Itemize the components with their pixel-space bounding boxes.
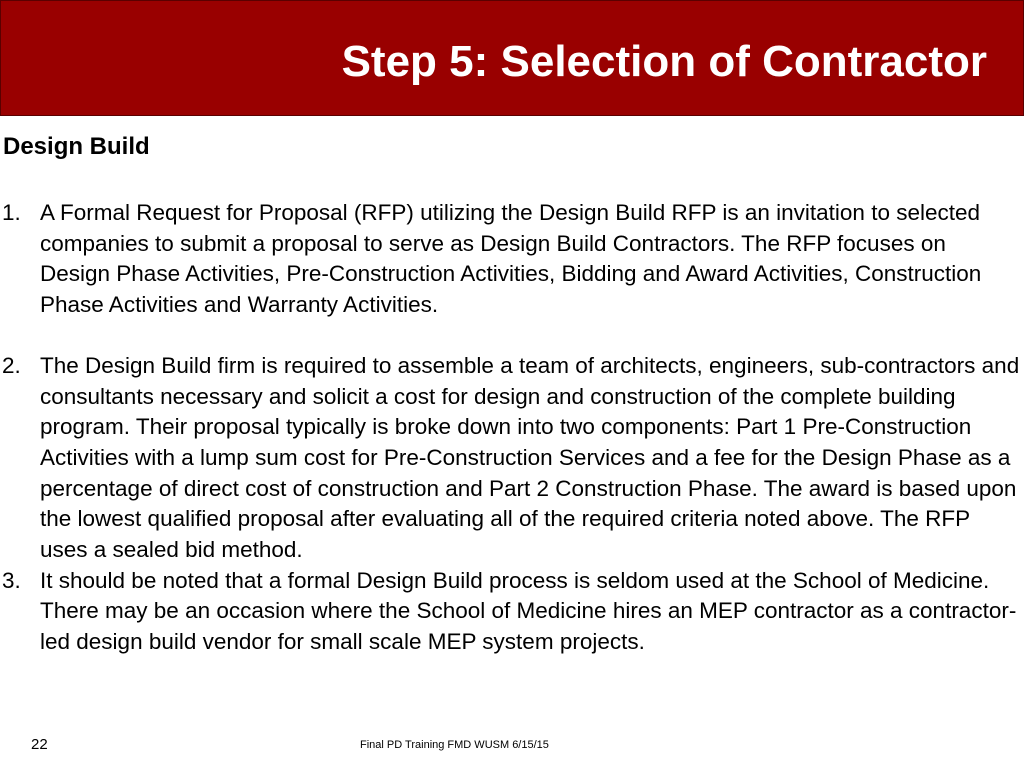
section-subtitle: Design Build — [3, 133, 150, 160]
list-item-text: A Formal Request for Proposal (RFP) utilizing the Design Build RFP is an invitation to selected companies to submit a proposal to serve as Design Build Contractors. The RFP focuses on Design Phase Activities, Pre-Construction Activities, Bidding and Award Activities, Construction Phase Activities and Warranty Activities. — [40, 200, 982, 318]
list-item-text: It should be noted that a formal Design Build process is seldom used at the School of Medicine. There may be an occasion where the School of Medicine hires an MEP contractor as a contractor-led design build vendor for small scale MEP system projects. — [40, 567, 1017, 655]
list-item-number: 3. — [2, 567, 21, 593]
page-number: 22 — [31, 736, 48, 753]
slide-title: Step 5: Selection of Contractor — [341, 37, 987, 86]
list-item-text: The Design Build firm is required to assemble a team of architects, engineers, sub-contractors and consultants necessary and solicit a cost for design and construction of the complete building program. Their proposal typically is broke down into two components: Part 1 Pre-Construction Activities with a lump sum cost for Pre-Construction Services and a fee for the Design Phase as a percentage of direct cost of construction and Part 2 Construction Phase. The award is based upon the lowest qualified proposal after evaluating all of the required criteria noted above. The RFP uses a sealed bid method. — [40, 352, 1020, 563]
list-item-number: 1. — [2, 200, 21, 225]
list-item — [0, 198, 1022, 321]
list-item — [0, 566, 1022, 658]
footer-text: Final PD Training FMD WUSM 6/15/15 — [360, 739, 549, 751]
list-item — [0, 351, 1022, 566]
numbered-list — [0, 198, 1022, 658]
header-banner — [0, 0, 1024, 116]
list-item-number: 2. — [2, 352, 21, 378]
